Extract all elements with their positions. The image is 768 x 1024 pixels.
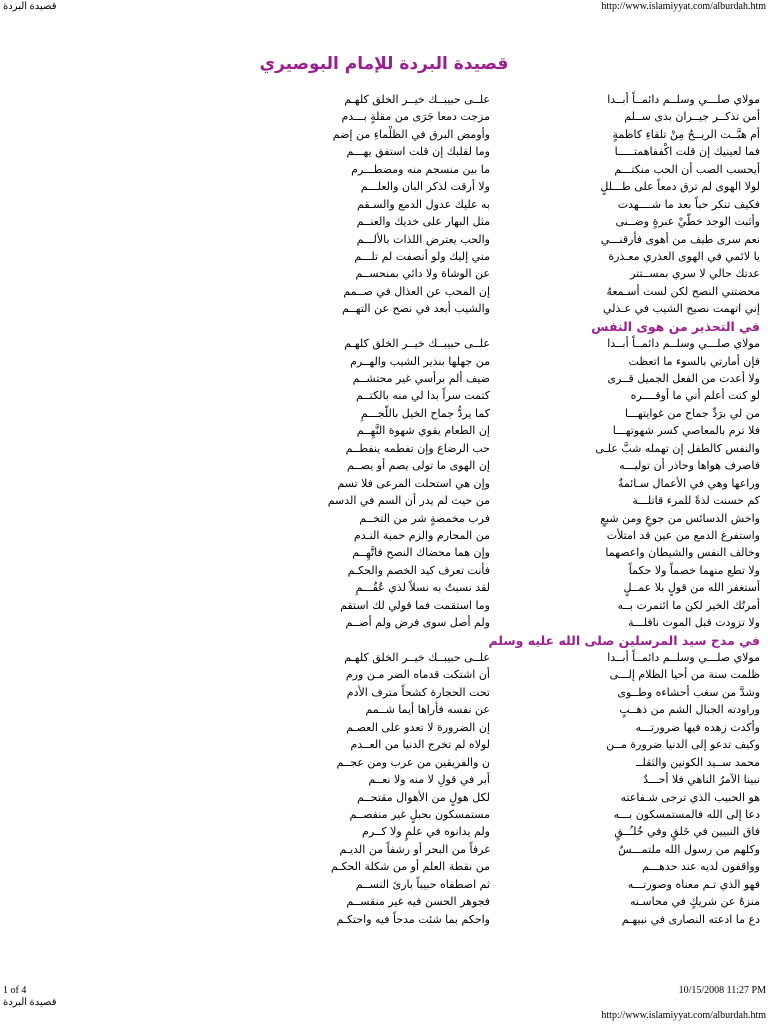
verse-line: لو كنت أعلم أني ما أوقــــره bbox=[630, 389, 760, 403]
verse-line: وخالف النفس والشيطان واعصهما bbox=[605, 546, 760, 560]
verse-line: فكيف تنكر حباً بعد ما شــــهدت bbox=[617, 197, 760, 211]
footer-page-count: 1 of 4 bbox=[3, 985, 27, 996]
verse-line: أستغفر الله من قولٍ بلا عمــلٍ bbox=[623, 581, 760, 595]
verse-line: علــى حبيبــك خيــر الخلق كلهـم bbox=[344, 651, 490, 664]
verse-line: ولا أرقت لذكر البان والعلـــم bbox=[360, 180, 490, 194]
verse-line: أن اشتكت قدماه الضر مـن ورم bbox=[345, 668, 490, 682]
verse-line: واخش الدسائس من جوعٍ ومن شبعٍ bbox=[600, 511, 760, 525]
verse-line: دعا إلى الله فالمستمسكون بـــه bbox=[613, 807, 760, 821]
verse-line: عن نفسه فأراها أيما شــمم bbox=[365, 703, 490, 717]
verse-line: عن الوشاة ولا دائي بمنحســم bbox=[355, 267, 490, 281]
verse-line: تحت الحجارة كشحاً مترف الأدم bbox=[346, 685, 490, 699]
verse-line: وما لقلبك إن قلت استفق يهـــم bbox=[346, 145, 490, 159]
footer-url[interactable]: http://www.islamiyyat.com/alburdah.htm bbox=[601, 1010, 766, 1021]
blank-line bbox=[225, 632, 490, 649]
verse-line: مثل البهار على خديك والعنــم bbox=[356, 215, 490, 229]
verse-line: وكيف تدعو إلى الدنيا ضرورة مــن bbox=[606, 738, 760, 752]
verse-line: فجوهر الحسن فيه غير منقســم bbox=[346, 895, 490, 909]
verse-line: ولا أعدت من الفعل الجميل قــرى bbox=[607, 372, 760, 385]
verse-line: مولاي صلـــي وسلــم دائمــاً أبــدا bbox=[607, 337, 760, 351]
verse-line: نبينا الآمرُ الناهي فلا أحـــدٌ bbox=[643, 773, 760, 787]
verse-line: والحب يعترض اللذات بالألـــم bbox=[356, 232, 490, 246]
blank-line bbox=[225, 318, 490, 335]
verse-line: من حيث لم يدر أن السم في الدسم bbox=[327, 494, 490, 508]
verse-line: لولا الهوى لم ترق دمعاً على طـــللٍ bbox=[600, 180, 760, 194]
verse-line: مولاي صلـــي وسلــم دائمــاً أبــدا bbox=[607, 651, 760, 664]
verse-line: إن الضرورة لا تعدو على العصـم bbox=[346, 720, 490, 734]
verse-line: دع ما ادعته النصارى في نبيهـم bbox=[621, 912, 760, 926]
verse-line: وراعها وهي في الأعمال سـائمةٌ bbox=[617, 476, 760, 490]
verse-line: محضتني النصح لكن لست أسـمعهُ bbox=[606, 284, 760, 298]
verse-line: حب الرضاع وإن تفطمه ينفطــم bbox=[345, 441, 490, 455]
verse-line: فاق النبيين في خَلقٍ وفي خُلـُــقٍ bbox=[614, 825, 760, 839]
verse-line: أمن تذكــر جيــران بذى ســلم bbox=[624, 110, 760, 124]
verse-line: وأثبت الوجد خطَّيْ عبرةٍ وضــنى bbox=[615, 215, 760, 229]
verse-line: كتمت سراً بدا لي منه بالكتــم bbox=[356, 389, 490, 403]
verse-line: وما استقمت فما قولي لك استقم bbox=[340, 598, 490, 612]
verse-line: وإن هما محضاك النصح فاتَّهِــم bbox=[352, 546, 490, 560]
verse-line: فأنت تعرف كيد الخصم والحكـم bbox=[347, 563, 490, 577]
section-heading: في التحذير من هوى النفس bbox=[591, 318, 760, 334]
verse-line: أم هبَّــت الريــحُ مِنْ تلقاءِ كاظمةٍ bbox=[612, 127, 760, 141]
verse-line: وأومض البرق في الظلْماءِ من إضم bbox=[332, 127, 490, 141]
verse-line: فرب مخمصةٍ شر من التخــم bbox=[359, 511, 490, 525]
verse-line: إن الطعام يقوي شهوة النَّهِــم bbox=[356, 424, 490, 438]
verse-line: والشيب أبعد في نصح عن التهــم bbox=[342, 302, 490, 316]
verse-line: يا لائمي في الهوى العذري معـذرة bbox=[608, 249, 760, 263]
verse-line: أيحسب الصب أن الحب منكتـــم bbox=[614, 162, 760, 176]
verse-line: أبر في قولِ لا منه ولا نعــم bbox=[368, 773, 490, 787]
verse-line: مولاي صلـــي وسلــم دائمــاً أبــدا bbox=[607, 93, 760, 106]
verse-line: ولم يدانوه في علمٍ ولا كــرم bbox=[362, 825, 490, 839]
verse-line: وكلهم من رسول الله ملتمـــسٌ bbox=[618, 842, 760, 856]
header-page-title: قصيدة البردة bbox=[3, 1, 57, 12]
verse-line: إني اتهمت نصيح الشيب في عـذلي bbox=[603, 302, 760, 316]
poem-title: قصيدة البردة للإمام البوصيري bbox=[259, 54, 509, 74]
header-url[interactable]: http://www.islamiyyat.com/alburdah.htm bbox=[601, 1, 766, 12]
verse-line: ولم أصل سوى فرض ولم أصــم bbox=[345, 616, 490, 630]
verse-line: لقد نسبتُ به نسلاً لذي عُقُـــمِ bbox=[355, 581, 490, 595]
verse-line: منزهٌ عن شريكٍ في محاسـنه bbox=[629, 895, 760, 909]
verse-line: محمد ســيد الكونين والثقلــ bbox=[636, 755, 760, 769]
verse-line: وراودته الجبال الشم من ذهــبٍ bbox=[619, 703, 760, 717]
verse-line: من المحارم والزم حمية النـدم bbox=[353, 528, 490, 542]
verse-line: عدتك حالي لا سري بمســتتر bbox=[630, 267, 760, 281]
verse-line: لكل هولٍ من الأهوال مقتحــم bbox=[357, 790, 490, 804]
right-verse-column bbox=[488, 91, 760, 928]
footer-page-title: قصيدة البردة bbox=[3, 997, 57, 1008]
verse-line: ثم اصطفاه حبيباً بارئ النســم bbox=[355, 877, 490, 891]
verse-line: ن والفريقين من عرب ومن عجــم bbox=[336, 755, 490, 769]
section-heading: في مدح سيد المرسلين صلى الله عليه وسلم bbox=[488, 632, 760, 648]
verse-line: ضيف ألم برأسي غير محتشــم bbox=[352, 372, 490, 385]
verse-line: ما بين منسجم منه ومضطـــرم bbox=[351, 162, 490, 176]
verse-line: علــى حبيبــك خيــر الخلق كلهـم bbox=[344, 93, 490, 106]
verse-line: نعم سرى طيف من أهوى فأرقنـــي bbox=[600, 232, 760, 246]
verse-line: كم حسنت لذةً للمرء قاتلـــة bbox=[632, 494, 760, 508]
verse-line: غرفاً من البحر أو رشفاً من الديـم bbox=[339, 842, 490, 856]
verse-line: فما لعينيك إن قلت اكْففاهمتـــــا bbox=[614, 145, 760, 159]
verse-line: وواقفون لديه عند حدهـــم bbox=[642, 860, 760, 874]
verse-line: والنفس كالطفل إن تهمله شبَّ علـى bbox=[595, 441, 760, 455]
verse-line: علــى حبيبــك خيــر الخلق كلهـم bbox=[344, 337, 490, 351]
left-verse-column bbox=[225, 91, 490, 928]
verse-line: واحكم بما شئت مدحاً فيه واحتكـم bbox=[336, 912, 490, 926]
verse-line: وإن هي استحلت المرعى فلا تسم bbox=[337, 476, 490, 490]
verse-line: من جهلها بنذير الشيب والهــرم bbox=[350, 354, 490, 368]
verse-line: مستمسكون بحبلٍ غير منفصــم bbox=[349, 807, 490, 821]
verse-line: به عليك عدول الدمع والسـقم bbox=[357, 197, 490, 211]
verse-line: كما يردُّ جماح الخيل باللُّجـــمِ bbox=[360, 406, 490, 420]
verse-line: من نقطة العلم أو من شكلة الحكـم bbox=[330, 860, 490, 874]
verse-line: ولا تزودت قبل الموت نافلـــة bbox=[628, 616, 760, 630]
verse-line: هو الحبيب الذي ترجى شـفاعته bbox=[620, 790, 760, 804]
verse-line: وأكدت زهده فيها ضرورتـــه bbox=[635, 720, 760, 734]
verse-line: ولا تطع منهما خصماً ولا حكماً bbox=[628, 563, 760, 577]
verse-line: إن المحب عن العذال في صــمم bbox=[343, 284, 490, 298]
verse-line: ظلمت سنة من أحيا الظلام إلـــى bbox=[609, 668, 760, 682]
verse-line: وشدَّ من سغب أحشاءه وطــوى bbox=[617, 685, 760, 699]
verse-line: لولاه لم تخرج الدنيا من العــدم bbox=[350, 738, 490, 752]
verse-line: فاصرف هواها وحاذر أن توليـــه bbox=[619, 459, 760, 473]
verse-line: فإن أمارتي بالسوء ما اتعظت bbox=[628, 354, 760, 368]
verse-line: فلا ترم بالمعاصي كسر شهوتهـــا bbox=[612, 424, 760, 438]
verse-line: أمرتُك الخير لكن ما ائتمرت بــه bbox=[617, 598, 760, 612]
footer-datetime: 10/15/2008 11:27 PM bbox=[678, 985, 766, 996]
verse-line: فهو الذي تـم معناه وصورتـــه bbox=[627, 877, 760, 891]
verse-line: من لي برَدِّ جماح من غوايتهـــا bbox=[624, 406, 760, 420]
verse-line: واستفرغ الدمع من عين قد امتلأت bbox=[606, 528, 760, 542]
verse-line: مني إليك ولو أنصفت لم تلـــم bbox=[354, 249, 490, 263]
verse-line: مزجت دمعا جَرَى من مقلةٍ بـــدم bbox=[341, 110, 490, 124]
verse-line: إن الهوى ما تولى يصم أو يصــم bbox=[346, 459, 490, 473]
